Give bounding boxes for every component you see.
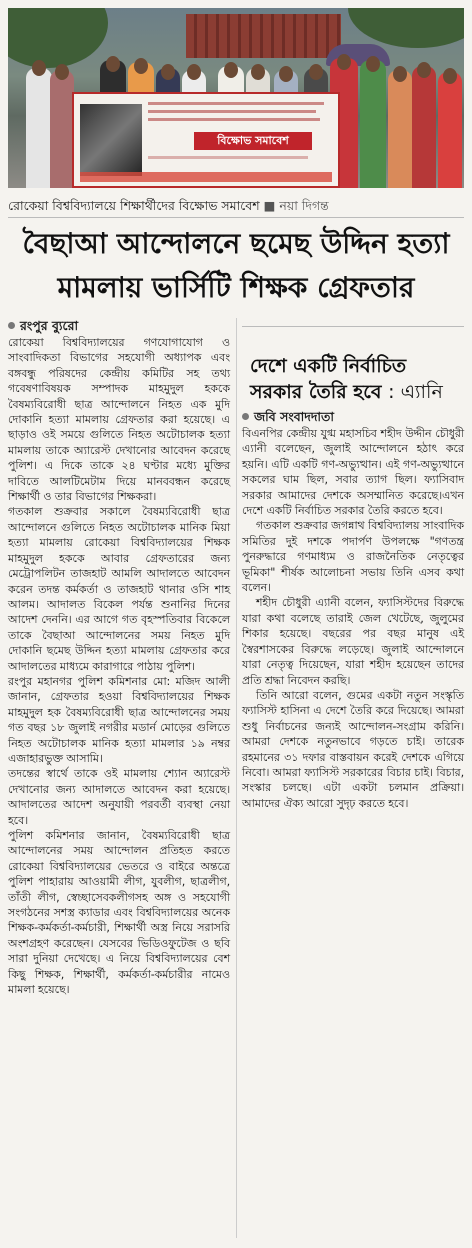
story-2-body	[242, 426, 464, 811]
person	[438, 72, 462, 188]
person	[360, 60, 386, 188]
person-head	[251, 64, 265, 80]
person-head	[309, 64, 323, 80]
banner-text-line	[148, 118, 320, 121]
person-head	[337, 54, 351, 70]
divider	[8, 217, 464, 218]
protest-banner	[72, 92, 340, 188]
story-2-byline-text: জবি সংবাদদাতা	[254, 409, 335, 424]
news-photo	[8, 8, 464, 188]
person-head	[55, 64, 69, 80]
headline-line-1: বৈছাআ আন্দোলনে ছমেছ উদ্দিন হত্যা	[22, 227, 450, 260]
banner-text-line	[148, 110, 316, 113]
story-1-byline	[8, 318, 230, 334]
caption-source: ■ নয়া দিগন্ত	[263, 198, 329, 213]
story-2-right-column	[242, 318, 464, 811]
banner-portrait	[80, 104, 142, 176]
banner-text-line	[148, 156, 308, 159]
story-2-headline-line-1: দেশে একটি নির্বাচিত	[250, 355, 407, 377]
tree-foliage	[8, 8, 108, 68]
tree-foliage	[348, 8, 464, 48]
story-2-paragraph: গতকাল শুক্রবার জগন্নাথ বিশ্ববিদ্যালয় সাংবাদিক সমিতির দুই দশকে পদার্পণ উপলক্ষে "গণতন্ত্র পুনরুদ্ধারে গণমাধ্যম ও রাজনৈতিক নেতৃত্বের ভূমিকা" শীর্ষক আলোচনা সভায় তিনি এসব কথা বলেন।	[242, 519, 464, 595]
gate	[186, 14, 341, 58]
story-2-paragraph: তিনি আরো বলেন, গুমের একটা নতুন সংস্কৃতি ফ্যাসিস্ট হাসিনা এ দেশে তৈরি করে দিয়েছে। আমরা শুধু নির্বাচনের জন্যই আন্দোলন-সংগ্রাম করিনি। আমরা দেশকে নতুনভাবে গড়তে চাই। তারেক রহমানের ৩১ দফার বাস্তবায়ন করেই দেশকে এগিয়ে নিবো। আমরা ফ্যাসিস্ট সরকারের বিচার চাই। বিচার, সংস্কার চলছে। এটা একটা চলমান প্রক্রিয়া। আমাদের ঐক্য আরো সুদৃঢ় করতে হবে।	[242, 688, 464, 810]
story-1-left-column	[8, 318, 230, 997]
story-1-body	[8, 335, 230, 997]
person-head	[366, 56, 380, 72]
story-2-byline	[242, 409, 464, 425]
person-head	[187, 64, 201, 80]
person	[26, 68, 52, 188]
person	[388, 70, 412, 188]
photo-caption	[8, 198, 464, 214]
story-1-paragraph: পুলিশ কমিশনার জানান, বৈষম্যবিরোধী ছাত্র আন্দোলনের সময় আন্দোলন প্রতিহত করতে রোকেয়া বিশ্ববিদ্যালয়ের ভেতরে ও বাইরে অন্তত্রে পুলিশ পাহারায় আওয়ামী লীগ, যুবলীগ, ছাত্রলীগ, তাঁতী লীগ, স্বেচ্ছাসেবকলীগসহ অঙ্গ ও সহযোগী সংগঠনের সশস্ত্র ক্যাডার এবং বিশ্ববিদ্যালয়ের অনেক শিক্ষক-কর্মকর্তা-কর্মচারী, শিক্ষার্থী অস্ত্র নিয়ে সরাসরি অংশগ্রহণ করেছেন। যেসবের ভিডিওফুটেজ ও ছবি সারা দুনিয়া দেখেছে। এ নিয়ে বিশ্ববিদ্যালয়ের বেশ কিছু শিক্ষক, শিক্ষার্থী, কর্মকর্তা-কর্মচারীর নামেও মামলা হয়েছে।	[8, 829, 230, 997]
story-2-headline	[250, 353, 464, 405]
headline-line-2: মামলায় ভার্সিটি শিক্ষক গ্রেফতার	[57, 271, 415, 304]
story-2-paragraph: বিএনপির কেন্দ্রীয় যুগ্ম মহাসচিব শহীদ উদ্দীন চৌধুরী এ্যানী বলেছেন, জুলাই আন্দোলনে হঠাৎ করে হয়নি। এটি একটি গণ-অভ্যুত্থান। এই গণ-অভ্যুত্থানে সকলের ঘাম ছিল, সবার ত্যাগ ছিল। ফ্যাসিবাদ সরকার আমাদের দেশকে অসম্মানিত করেছে।এখন দেশে একটি নির্বাচিত সরকার তৈরি করতে হবে।	[242, 427, 464, 518]
story-1-paragraph: গতকাল শুক্রবার সকালে বৈষম্যবিরোধী ছাত্র আন্দোলনে গুলিতে নিহত অটোচালক মানিক মিয়া হত্যা মামলায় রোকেয়া বিশ্ববিদ্যালয়ের শিক্ষক মাহমুদুল হককে আবার গ্রেফতারের জন্য মেট্রোপলিটন তাজহাট আমলি আদালতে আবেদন করেন তদন্ত কর্মকর্তা ও তাজহাট থানার ওসি শাহ আলম। আদালত বিকেল পর্যন্ত শুনানির দিনের আদেশ দেননি। এর আগে গত বৃহস্পতিবার বিকেলে তাকে বৈছাআ আন্দোলনের সময় নিহত মুদি দোকানি ছমেছ উদ্দিন হত্যা মামলায় গ্রেফতার করে আদালতের মাধ্যমে কারাগারে পাঠায় পুলিশ।	[8, 505, 230, 673]
bullet-icon	[8, 322, 15, 329]
story-1-paragraph: তদন্তের স্বার্থে তাকে ওই মামলায় শ্যোন অ্যারেস্ট দেখানোর জন্য আদালতে আবেদন করা হয়েছে। আদালতের আদেশ অনুযায়ী পরবর্তী ব্যবস্থা নেয়া হবে।	[8, 767, 230, 827]
person	[50, 70, 74, 188]
person-head	[393, 66, 407, 82]
person-head	[161, 64, 175, 80]
person-head	[417, 62, 431, 78]
caption-text: রোকেয়া বিশ্ববিদ্যালয়ে শিক্ষার্থীদের বিক্ষোভ সমাবেশ	[8, 198, 260, 213]
person	[412, 66, 436, 188]
story-1-paragraph: রংপুর মহানগর পুলিশ কমিশনার মো: মজিদ আলী জানান, গ্রেফতার হওয়া বিশ্ববিদ্যালয়ের শিক্ষক মাহমুদুল হক বৈষম্যবিরোধী ছাত্র আন্দোলনের সময় গত বছর ১৮ জুলাই নগরীর মডার্ন মোড়ের গুলিতে নিহত অটোচালক মানিক হত্যা মামলার ১৯ নম্বর এজাহারভুক্ত আসামি।	[8, 674, 230, 765]
person-head	[106, 56, 120, 72]
person-head	[443, 68, 457, 84]
person-head	[279, 66, 293, 82]
banner-footer	[80, 172, 332, 182]
story-1-byline-text: রংপুর ব্যুরো	[20, 318, 79, 333]
divider	[242, 326, 464, 327]
story-2-attribution: : এ্যানি	[388, 381, 443, 403]
person-head	[32, 60, 46, 76]
banner-text-line	[148, 102, 324, 105]
column-rule	[236, 318, 237, 1238]
person-head	[134, 58, 148, 74]
story-2-paragraph: শহীদ চৌধুরী এ্যানী বলেন, ফ্যাসিস্টদের বিরুদ্ধে যারা কথা বলেছে তারাই জেল খেটেছে, জুলুমের শিকার হয়েছে। বছরের পর বছর মানুষ এই স্বৈরশাসকের বিরুদ্ধে লড়েছে। জুলাই আন্দোলনে যারা নেতৃত্ব দিয়েছেন, যারা শহীদ হয়েছেন তাদের প্রতি শ্রদ্ধা নিবেদন করছি।	[242, 596, 464, 687]
story-2-headline-line-2: সরকার তৈরি হবে	[250, 381, 382, 403]
story-1-paragraph: রোকেয়া বিশ্ববিদ্যালয়ের গণযোগাযোগ ও সাংবাদিকতা বিভাগের সহযোগী অধ্যাপক এবং বঙ্গবন্ধু পরিষদের কেন্দ্রীয় কমিটির সহ তথ্য গবেষণাবিষয়ক সম্পাদক মাহমুদুল হককে বৈষম্যবিরোধী ছাত্র আন্দোলনে নিহত এক মুদি দোকানি হত্যা মামলায় গ্রেফতার করা হয়েছে। এ ছাড়াও ওই সময়ে গুলিতে নিহত অটোচালক হত্যা মামলায় তাকে অ্যারেস্ট দেখানোর আবেদন করেছে পুলিশ। এ দিকে তাকে ২৪ ঘণ্টার মধ্যে মুক্তির দাবিতে আলটিমেটাম দিয়ে মানববন্ধন করেছে শিক্ষার্থী ও তার বিভাগের শিক্ষকরা।	[8, 336, 230, 504]
bullet-icon	[242, 413, 249, 420]
banner-title: বিক্ষোভ সমাবেশ	[194, 132, 312, 150]
person-head	[224, 62, 238, 78]
